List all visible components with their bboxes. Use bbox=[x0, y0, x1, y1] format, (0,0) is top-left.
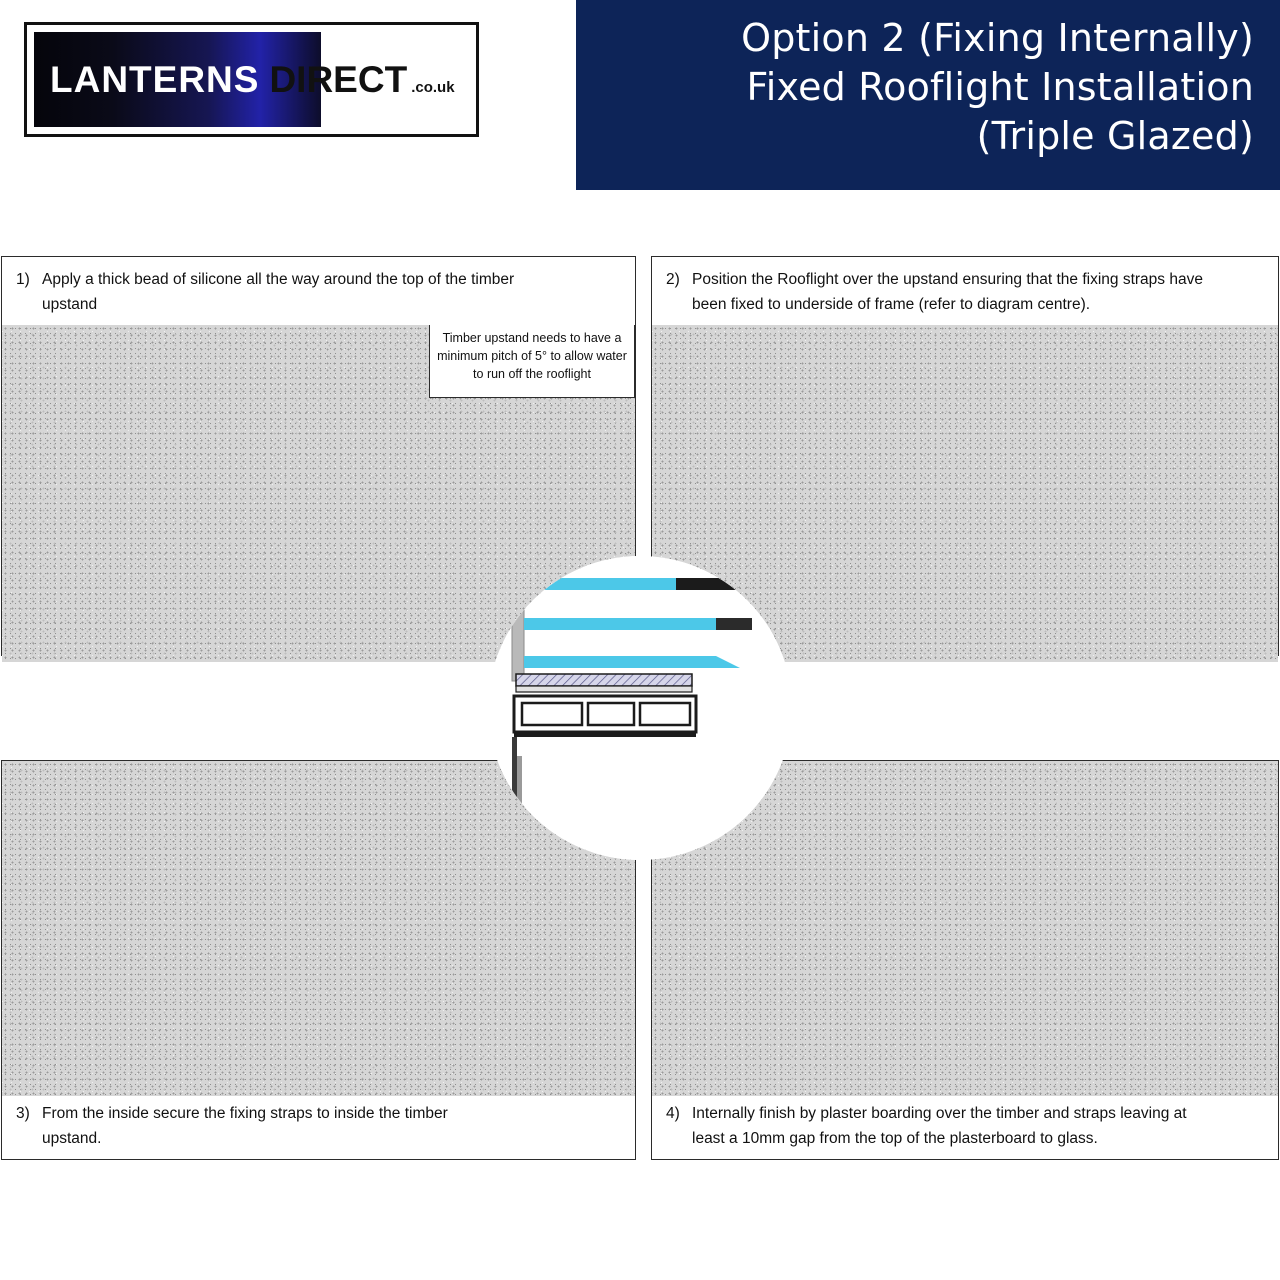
logo-domain-suffix: .co.uk bbox=[411, 79, 455, 96]
step-4-text-cont: least a 10mm gap from the top of the plasterboard to glass. bbox=[692, 1130, 1098, 1147]
page-header bbox=[0, 0, 1280, 192]
company-logo bbox=[24, 22, 479, 137]
step-1-number: 1) bbox=[16, 271, 30, 288]
step-3-text-cont: upstand. bbox=[42, 1130, 102, 1147]
step-4-text: Internally finish by plaster boarding over the timber and straps leaving at bbox=[692, 1105, 1187, 1122]
step-4-number: 4) bbox=[666, 1105, 680, 1122]
title-line-1: Option 2 (Fixing Internally) bbox=[741, 16, 1254, 60]
triple-glazed-section-detail bbox=[488, 556, 792, 860]
logo-word-direct: DIRECT bbox=[269, 58, 408, 100]
step-1-caption bbox=[2, 257, 635, 325]
step-2-text: Position the Rooflight over the upstand ensuring that the fixing straps have bbox=[692, 271, 1203, 288]
centre-detail-circle bbox=[488, 556, 792, 860]
logo-inner bbox=[34, 32, 469, 127]
step-1-text-cont: upstand bbox=[42, 296, 98, 313]
step-2-text-cont: been fixed to underside of frame (refer to diagram centre). bbox=[692, 296, 1091, 313]
step-1-text: Apply a thick bead of silicone all the way around the top of the timber bbox=[42, 271, 515, 288]
step-4-caption bbox=[652, 1091, 1278, 1159]
step-3-caption bbox=[2, 1091, 635, 1159]
title-line-2: Fixed Rooflight Installation bbox=[746, 65, 1254, 109]
step-1-note: Timber upstand needs to have a minimum pitch of 5° to allow water to run off the rooflight bbox=[429, 325, 635, 398]
title-line-3: (Triple Glazed) bbox=[976, 114, 1254, 158]
step-3-number: 3) bbox=[16, 1105, 30, 1122]
page-title bbox=[576, 0, 1280, 190]
logo-word-lanterns: LANTERNS bbox=[50, 58, 260, 100]
step-3-text: From the inside secure the fixing straps to inside the timber bbox=[42, 1105, 448, 1122]
step-2-number: 2) bbox=[666, 271, 680, 288]
step-2-caption bbox=[652, 257, 1278, 325]
